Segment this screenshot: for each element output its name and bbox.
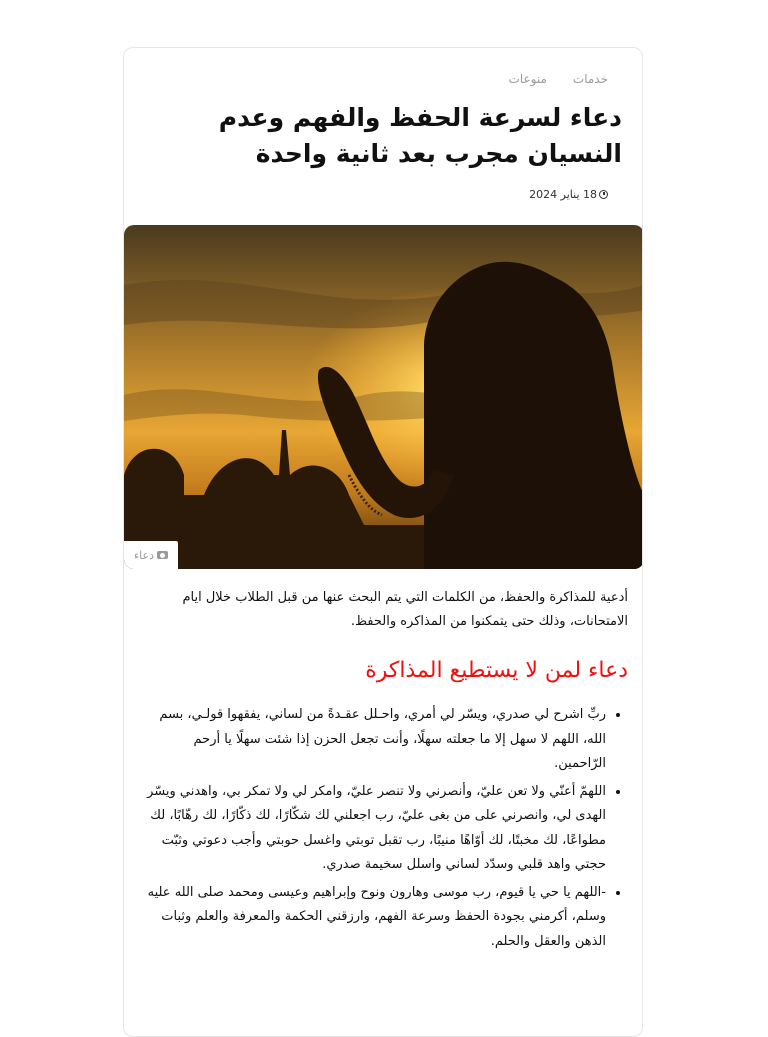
breadcrumb-item-services[interactable]: خدمات (572, 72, 608, 86)
list-item: • ربِّ اشرح لي صدري، ويسّر لي أمري، واحـلل عقـدةً من لساني، يفقهوا قولـي، بسم الله، اللهم لا سهل إلا ما جعلته سهلًا، وأنت تجعل الحزن إذا شئت سهلًا يا أرحم الرّاحمين. (146, 703, 606, 777)
clock-icon (599, 190, 608, 199)
breadcrumb-item-misc[interactable]: منوعات (508, 72, 547, 86)
list-item: • -اللهم يا حي يا قيوم، رب موسى وهارون ونوح وإبراهيم وعيسى ومحمد صلى الله عليه وسلم، أكرمني بجودة الحفظ وسرعة الفهم، وارزقني الحكمة والمعرفة والعلم وثبات الذهن والعقل والحلم. (146, 881, 606, 955)
section-heading: دعاء لمن لا يستطيع المذاكرة (365, 658, 628, 683)
article-card (123, 47, 643, 1037)
praying-man-sunset-image (124, 225, 643, 569)
image-caption (124, 541, 178, 569)
list-item: • اللهمّ أعنّي ولا تعن عليّ، وأنصرني ولا تنصر عليّ، وامكر لي ولا تمكر بي، واهدني ويسّر الهدى لي، وانصرني على من بغى عليّ، رب اجعلني لك شكّارًا، لك ذكّارًا، لك رهّابًا، لك مطواعًا، لك مخبتًا، لك أوّاهًا منيبًا، رب تقبل توبتي واغسل حوبتي وأجب دعوتي وثبّت حجتي واهد قلبي وسدّد لساني واسلل سخيمة صدري. (146, 780, 606, 878)
article-title: دعاء لسرعة الحفظ والفهم وعدم النسيان مجرب بعد ثانية واحدة (218, 103, 622, 168)
article-hero-image (124, 225, 643, 569)
article-intro: أدعية للمذاكرة والحفظ، من الكلمات التي يتم البحث عنها من قبل الطلاب خلال ايام الامتحانات، وذلك حتى يتمكنوا من المذاكره والحفظ. (182, 590, 628, 629)
article-date (529, 188, 608, 201)
breadcrumb (509, 72, 608, 86)
prayer-list (146, 703, 628, 957)
camera-icon (157, 551, 168, 559)
article-date-text: 18 يناير 2024 (529, 188, 597, 201)
image-caption-text: دعاء (134, 548, 154, 562)
